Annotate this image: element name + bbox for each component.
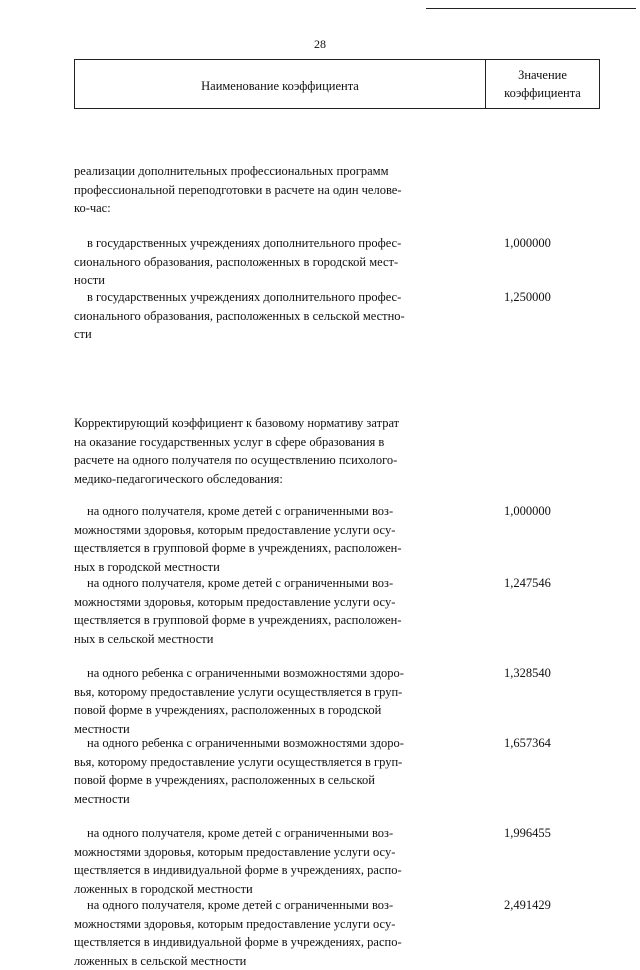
row-line: на одного ребенка с ограниченными возможностями здоро- (74, 664, 480, 683)
row-line: вья, которому предоставление услуги осуществляется в груп- (74, 683, 480, 702)
row-line: ных в городской местности (74, 558, 480, 577)
row-name (74, 502, 480, 576)
row-line: на одного ребенка с ограниченными возможностями здоро- (74, 734, 480, 753)
row-name (74, 234, 480, 290)
row-line: ществляется в индивидуальной форме в учреждениях, распо- (74, 861, 480, 880)
row-line: можностями здоровья, которым предоставление услуги осу- (74, 843, 480, 862)
row-value: 1,657364 (504, 734, 551, 753)
row-line: профессиональной переподготовки в расчете на один челове- (74, 181, 480, 200)
row-line: сионального образования, расположенных в сельской местно- (74, 307, 480, 326)
row-line: можностями здоровья, которым предоставление услуги осу- (74, 521, 480, 540)
header-value-line-1: Значение (486, 66, 599, 84)
row-name (74, 414, 480, 488)
row-value: 2,491429 (504, 896, 551, 915)
row-line: ности (74, 271, 480, 290)
row-line: ществляется в групповой форме в учреждениях, расположен- (74, 611, 480, 630)
page-number: 28 (0, 37, 640, 52)
row-value: 1,250000 (504, 288, 551, 307)
row-line: в государственных учреждениях дополнительного профес- (74, 288, 480, 307)
row-line: ко-час: (74, 199, 480, 218)
row-line: ложенных в сельской местности (74, 952, 480, 970)
row-name (74, 664, 480, 738)
row-line: медико-педагогического обследования: (74, 470, 480, 489)
row-line: ложенных в городской местности (74, 880, 480, 899)
row-name (74, 162, 480, 218)
row-name (74, 896, 480, 970)
row-line: можностями здоровья, которым предоставление услуги осу- (74, 915, 480, 934)
row-name (74, 734, 480, 808)
row-line: реализации дополнительных профессиональных программ (74, 162, 480, 181)
row-line: сионального образования, расположенных в городской мест- (74, 253, 480, 272)
row-line: вья, которому предоставление услуги осуществляется в груп- (74, 753, 480, 772)
row-line: в государственных учреждениях дополнительного профес- (74, 234, 480, 253)
row-line: на оказание государственных услуг в сфере образования в (74, 433, 480, 452)
row-name (74, 288, 480, 344)
row-value: 1,247546 (504, 574, 551, 593)
row-line: местности (74, 790, 480, 809)
row-line: расчете на одного получателя по осуществлению психолого- (74, 451, 480, 470)
row-line: сти (74, 325, 480, 344)
row-line: ществляется в групповой форме в учреждениях, расположен- (74, 539, 480, 558)
row-line: на одного получателя, кроме детей с ограниченными воз- (74, 824, 480, 843)
row-line: на одного получателя, кроме детей с ограниченными воз- (74, 896, 480, 915)
row-line: можностями здоровья, которым предоставление услуги осу- (74, 593, 480, 612)
row-value: 1,996455 (504, 824, 551, 843)
row-value: 1,000000 (504, 502, 551, 521)
row-line: местности (74, 720, 480, 739)
row-line: ных в сельской местности (74, 630, 480, 649)
header-name-column: Наименование коэффициента (75, 60, 486, 108)
row-value: 1,000000 (504, 234, 551, 253)
header-value-column (486, 60, 599, 108)
table-header (74, 59, 600, 109)
row-line: повой форме в учреждениях, расположенных в городской (74, 701, 480, 720)
row-line: на одного получателя, кроме детей с ограниченными воз- (74, 574, 480, 593)
coefficient-table (74, 59, 600, 109)
row-line: Корректирующий коэффициент к базовому нормативу затрат (74, 414, 480, 433)
top-corner-line (426, 8, 636, 9)
row-name (74, 824, 480, 898)
row-value: 1,328540 (504, 664, 551, 683)
header-value-line-2: коэффициента (486, 84, 599, 102)
row-line: повой форме в учреждениях, расположенных в сельской (74, 771, 480, 790)
row-name (74, 574, 480, 648)
row-line: на одного получателя, кроме детей с ограниченными воз- (74, 502, 480, 521)
row-line: ществляется в индивидуальной форме в учреждениях, распо- (74, 933, 480, 952)
